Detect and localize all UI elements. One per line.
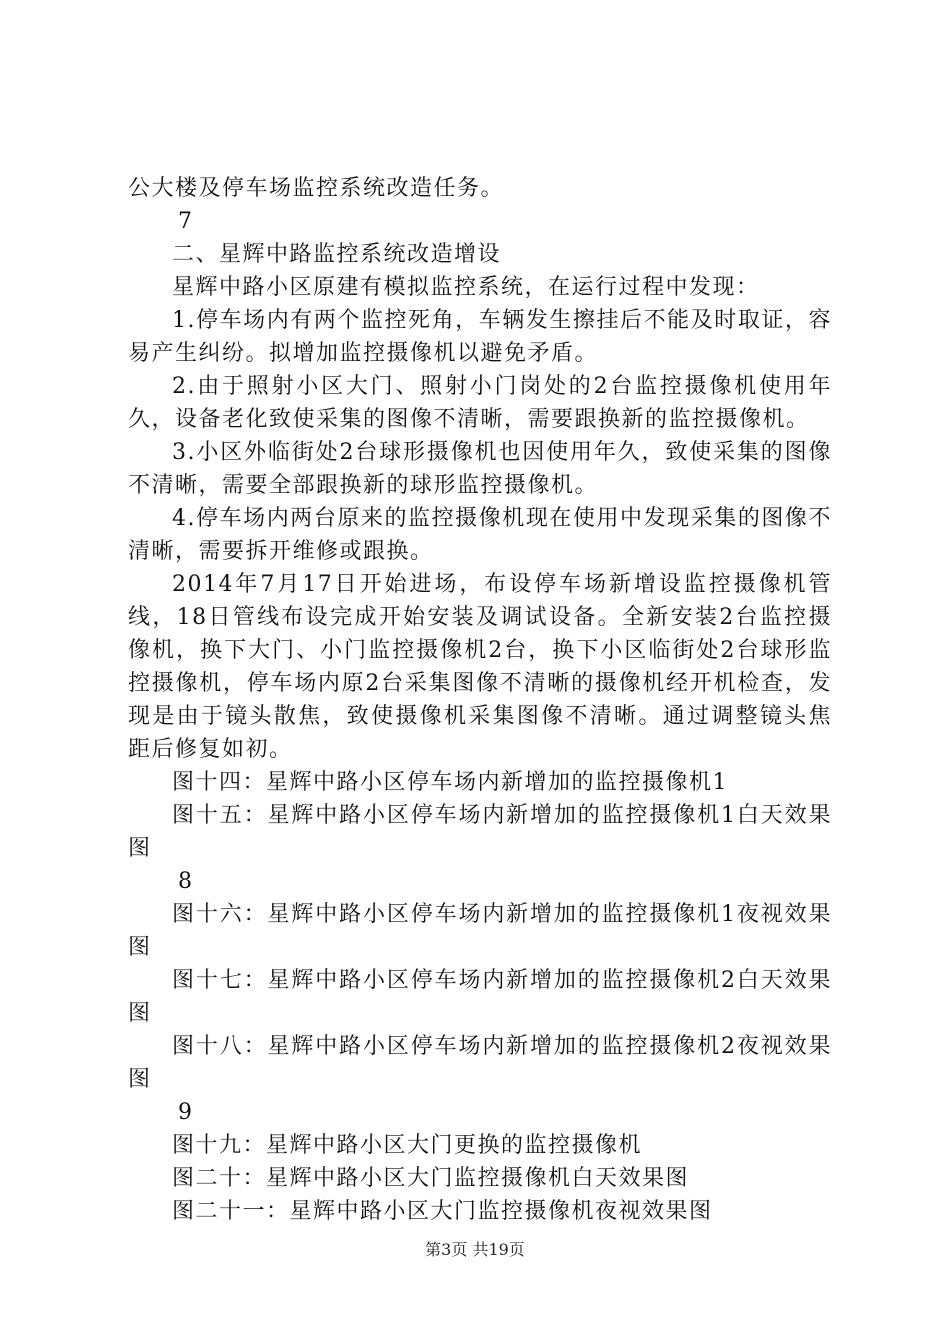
body-paragraph: 2.由于照射小区大门、照射小门岗处的2台监控摄像机使用年久，设备老化致使采集的图像不清晰，需要跟换新的监控摄像机。 [128, 374, 832, 432]
body-paragraph: 图二十：星辉中路小区大门监控摄像机白天效果图 [172, 1166, 690, 1191]
body-paragraph: 图十五：星辉中路小区停车场内新增加的监控摄像机1白天效果图 [128, 803, 832, 861]
body-paragraph: 图十八：星辉中路小区停车场内新增加的监控摄像机2夜视效果图 [128, 1034, 832, 1092]
body-paragraph: 图十七：星辉中路小区停车场内新增加的监控摄像机2白天效果图 [128, 968, 832, 1026]
body-paragraph: 图十四：星辉中路小区停车场内新增加的监控摄像机1 [172, 770, 728, 795]
body-paragraph: 图二十一：星辉中路小区大门监控摄像机夜视效果图 [172, 1199, 713, 1224]
inline-page-number: 7 [178, 209, 194, 234]
document-body [128, 172, 832, 1228]
inline-page-number: 8 [178, 869, 194, 894]
body-paragraph: 二、星辉中路监控系统改造增设 [172, 242, 502, 267]
body-paragraph: 图十九：星辉中路小区大门更换的监控摄像机 [172, 1133, 643, 1158]
body-paragraph: 3.小区外临街处2台球形摄像机也因使用年久，致使采集的图像不清晰，需要全部跟换新的球形监控摄像机。 [128, 440, 832, 498]
body-paragraph: 公大楼及停车场监控系统改造任务。 [128, 176, 505, 201]
body-paragraph: 1.停车场内有两个监控死角，车辆发生擦挂后不能及时取证，容易产生纠纷。拟增加监控摄像机以避免矛盾。 [128, 308, 832, 366]
inline-page-number: 9 [178, 1100, 194, 1125]
body-paragraph: 星辉中路小区原建有模拟监控系统，在运行过程中发现： [172, 275, 760, 300]
body-paragraph: 图十六：星辉中路小区停车场内新增加的监控摄像机1夜视效果图 [128, 902, 832, 960]
page-footer: 第3页 共19页 [425, 1240, 525, 1259]
body-paragraph: 4.停车场内两台原来的监控摄像机现在使用中发现采集的图像不清晰，需要拆开维修或跟换。 [128, 506, 832, 564]
body-paragraph: 2014年7月17日开始进场，布设停车场新增设监控摄像机管线，18日管线布设完成开始安装及调试设备。全新安装2台监控摄像机，换下大门、小门监控摄像机2台，换下小区临街处2台球形监控摄像机，停车场内原2台采集图像不清晰的摄像机经开机检查，发现是由于镜头散焦，致使摄像机采集图像不清晰。通过调整镜头焦距后修复如初。 [128, 572, 832, 762]
